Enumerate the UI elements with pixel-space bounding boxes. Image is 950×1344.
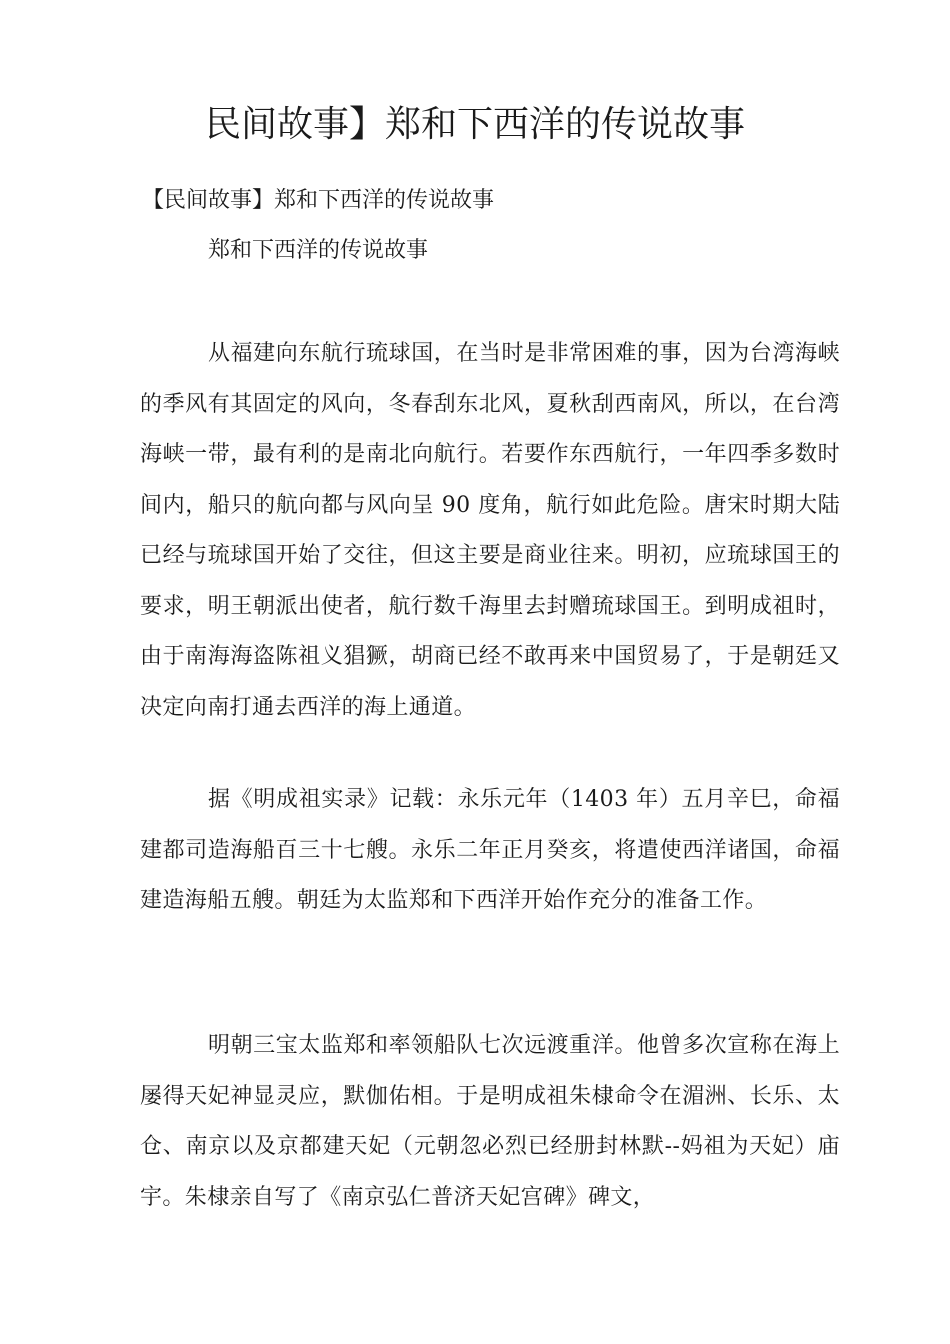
document-title: 民间故事】郑和下西洋的传说故事 — [204, 104, 745, 145]
paragraph-1: 从福建向东航行琉球国，在当时是非常困难的事，因为台湾海峡的季风有其固定的风向，冬春刮东北风，夏秋刮西南风，所以，在台湾海峡一带，最有利的是南北向航行。若要作东西航行，一年四季多数时间内，船只的航向都与风向呈 90 度角，航行如此危险。唐宋时期大陆已经与琉球国开始了交往，但这主要是商业往来。明初，应琉球国王的要求，明王朝派出使者，航行数千海里去封赠琉球国王。到明成祖时，由于南海海盗陈祖义猖獗，胡商已经不敢再来中国贸易了，于是朝廷又决定向南打通去西洋的海上通道。 — [140, 341, 840, 720]
paragraph-3: 明朝三宝太监郑和率领船队七次远渡重洋。他曾多次宣称在海上屡得天妃神显灵应，默伽佑相。于是明成祖朱棣命令在湄洲、长乐、太仓、南京以及京都建天妃（元朝忽必烈已经册封林默--妈祖为天妃）庙宇。朱棣亲自写了《南京弘仁普济天妃宫碑》碑文， — [140, 1033, 840, 1210]
document-subtitle-full: 【民间故事】郑和下西洋的传说故事 — [142, 188, 495, 213]
document-subtitle-short: 郑和下西洋的传说故事 — [208, 238, 429, 263]
paragraph-2: 据《明成祖实录》记载：永乐元年（1403 年）五月辛巳，命福建都司造海船百三十七艘。永乐二年正月癸亥，将遣使西洋诸国，命福建造海船五艘。朝廷为太监郑和下西洋开始作充分的准备工作。 — [140, 787, 840, 913]
